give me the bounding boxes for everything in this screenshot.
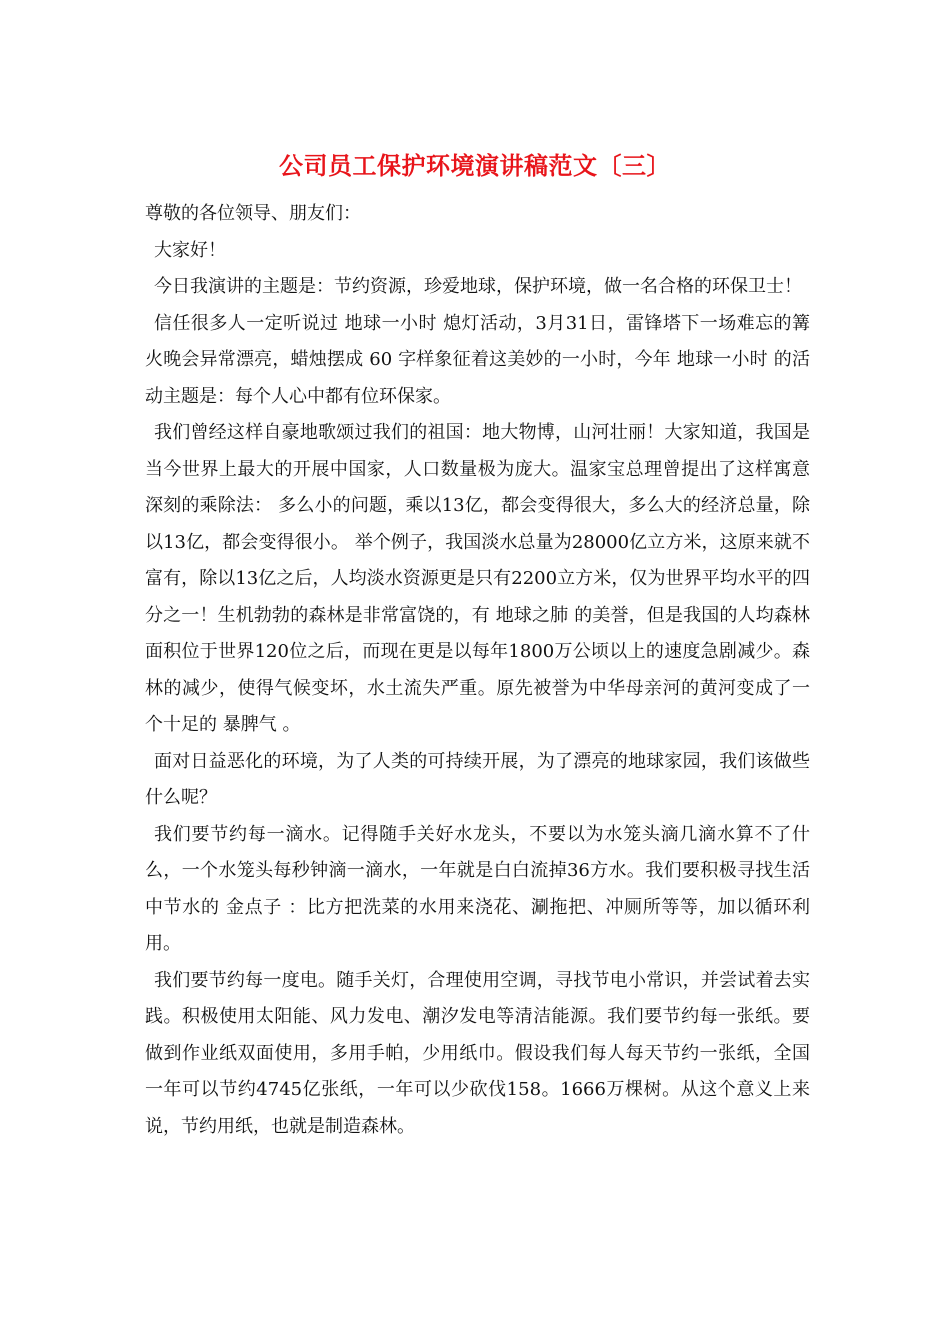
theme-paragraph: 今日我演讲的主题是：节约资源，珍爱地球，保护环境，做一名合格的环保卫士！ <box>154 276 802 297</box>
resources-paragraph: 我们曾经这样自豪地歌颂过我们的祖国：地大物博，山河壮丽！大家知道，我国是当今世界上最大的开展中国家，人口数量极为庞大。温家宝总理曾提出了这样寓意深刻的乘除法： 多么小的问题，乘以13亿，都会变得很大，多么大的经济总量，除以13亿，都会变得很小。 举个例子，我国淡水总量为28000亿立方米，这原来就不富有，除以13亿之后，人均淡水资源更是只有2200立方米，仅为世界平均水平的四分之一！生机勃勃的森林是非常富饶的，有 地球之肺 的美誉，但是我国的人均森林面积位于世界120位之后，而现在更是以每年1800万公顷以上的速度急剧减少。森林的减少，使得气候变坏，水土流失严重。原先被誉为中华母亲河的黄河变成了一个十足的 暴脾气 。 <box>145 422 810 735</box>
document-body <box>145 196 810 1145</box>
greeting-paragraph: 大家好！ <box>154 239 226 261</box>
salutation-paragraph: 尊敬的各位领导、朋友们： <box>145 203 361 224</box>
earth-hour-paragraph: 信任很多人一定听说过 地球一小时 熄灯活动，3月31日，雷锋塔下一场难忘的篝火晚会异常漂亮，蜡烛摆成 60 字样象征着这美妙的一小时，今年 地球一小时 的活动主题是：每个人心中都有位环保家。 <box>145 312 810 407</box>
question-paragraph: 面对日益恶化的环境，为了人类的可持续开展，为了漂亮的地球家园，我们该做些什么呢？ <box>145 750 810 808</box>
document-title: 公司员工保护环境演讲稿范文〔三〕 <box>279 152 671 180</box>
save-electricity-paper-paragraph: 我们要节约每一度电。随手关灯，合理使用空调，寻找节电小常识，并尝试着去实践。积极使用太阳能、风力发电、潮汐发电等清洁能源。我们要节约每一张纸。要做到作业纸双面使用，多用手帕，少用纸巾。假设我们每人每天节约一张纸，全国一年可以节约4745亿张纸，一年可以少砍伐158。1666万棵树。从这个意义上来说，节约用纸，也就是制造森林。 <box>145 969 810 1137</box>
save-water-paragraph: 我们要节约每一滴水。记得随手关好水龙头，不要以为水笼头滴几滴水算不了什么，一个水笼头每秒钟滴一滴水，一年就是白白流掉36方水。我们要积极寻找生活中节水的 金点子 ：比方把洗菜的水用来浇花、涮拖把、冲厕所等等，加以循环利用。 <box>145 823 810 954</box>
